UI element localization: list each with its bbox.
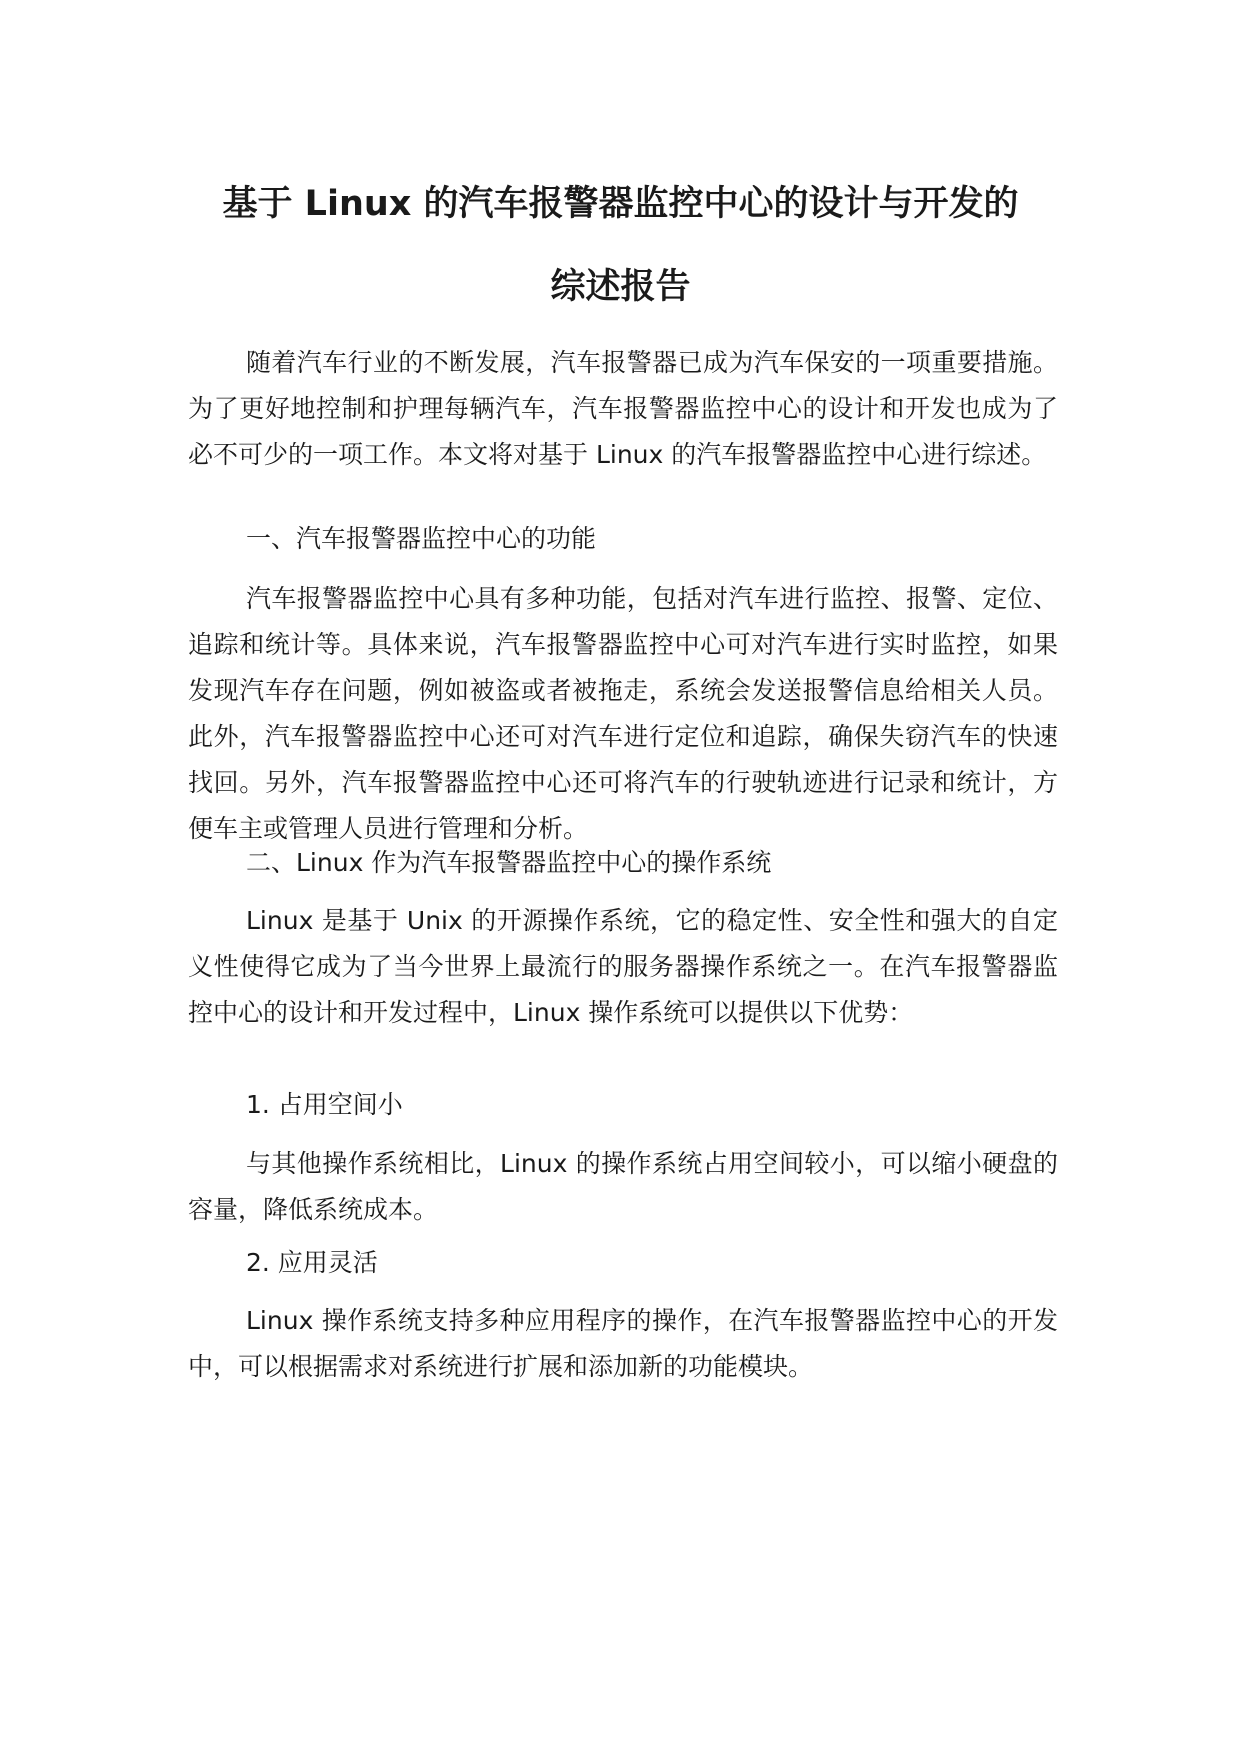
list-item-heading-1: 1. 占用空间小 (246, 1090, 403, 1119)
intro-paragraph: 随着汽车行业的不断发展，汽车报警器已成为汽车保安的一项重要措施。为了更好地控制和护理每辆汽车，汽车报警器监控中心的设计和开发也成为了必不可少的一项工作。本文将对基于 Linux 的汽车报警器监控中心进行综述。 (188, 348, 1058, 469)
list-item-paragraph-2: Linux 操作系统支持多种应用程序的操作，在汽车报警器监控中心的开发中，可以根据需求对系统进行扩展和添加新的功能模块。 (188, 1306, 1058, 1381)
document-title-line-1: 基于 Linux 的汽车报警器监控中心的设计与开发的 (222, 184, 1019, 224)
list-item-heading-2: 2. 应用灵活 (246, 1248, 378, 1277)
section-heading-functions: 一、汽车报警器监控中心的功能 (246, 524, 597, 553)
section-heading-linux-os: 二、Linux 作为汽车报警器监控中心的操作系统 (246, 848, 772, 877)
list-item-paragraph-1: 与其他操作系统相比，Linux 的操作系统占用空间较小，可以缩小硬盘的容量，降低系统成本。 (188, 1149, 1058, 1224)
document-title-line-2: 综述报告 (550, 267, 691, 307)
linux-os-paragraph: Linux 是基于 Unix 的开源操作系统，它的稳定性、安全性和强大的自定义性使得它成为了当今世界上最流行的服务器操作系统之一。在汽车报警器监控中心的设计和开发过程中，Linux 操作系统可以提供以下优势： (188, 906, 1058, 1027)
functions-paragraph: 汽车报警器监控中心具有多种功能，包括对汽车进行监控、报警、定位、追踪和统计等。具体来说，汽车报警器监控中心可对汽车进行实时监控，如果发现汽车存在问题，例如被盗或者被拖走，系统会发送报警信息给相关人员。此外，汽车报警器监控中心还可对汽车进行定位和追踪，确保失窃汽车的快速找回。另外，汽车报警器监控中心还可将汽车的行驶轨迹进行记录和统计，方便车主或管理人员进行管理和分析。 (188, 584, 1058, 843)
